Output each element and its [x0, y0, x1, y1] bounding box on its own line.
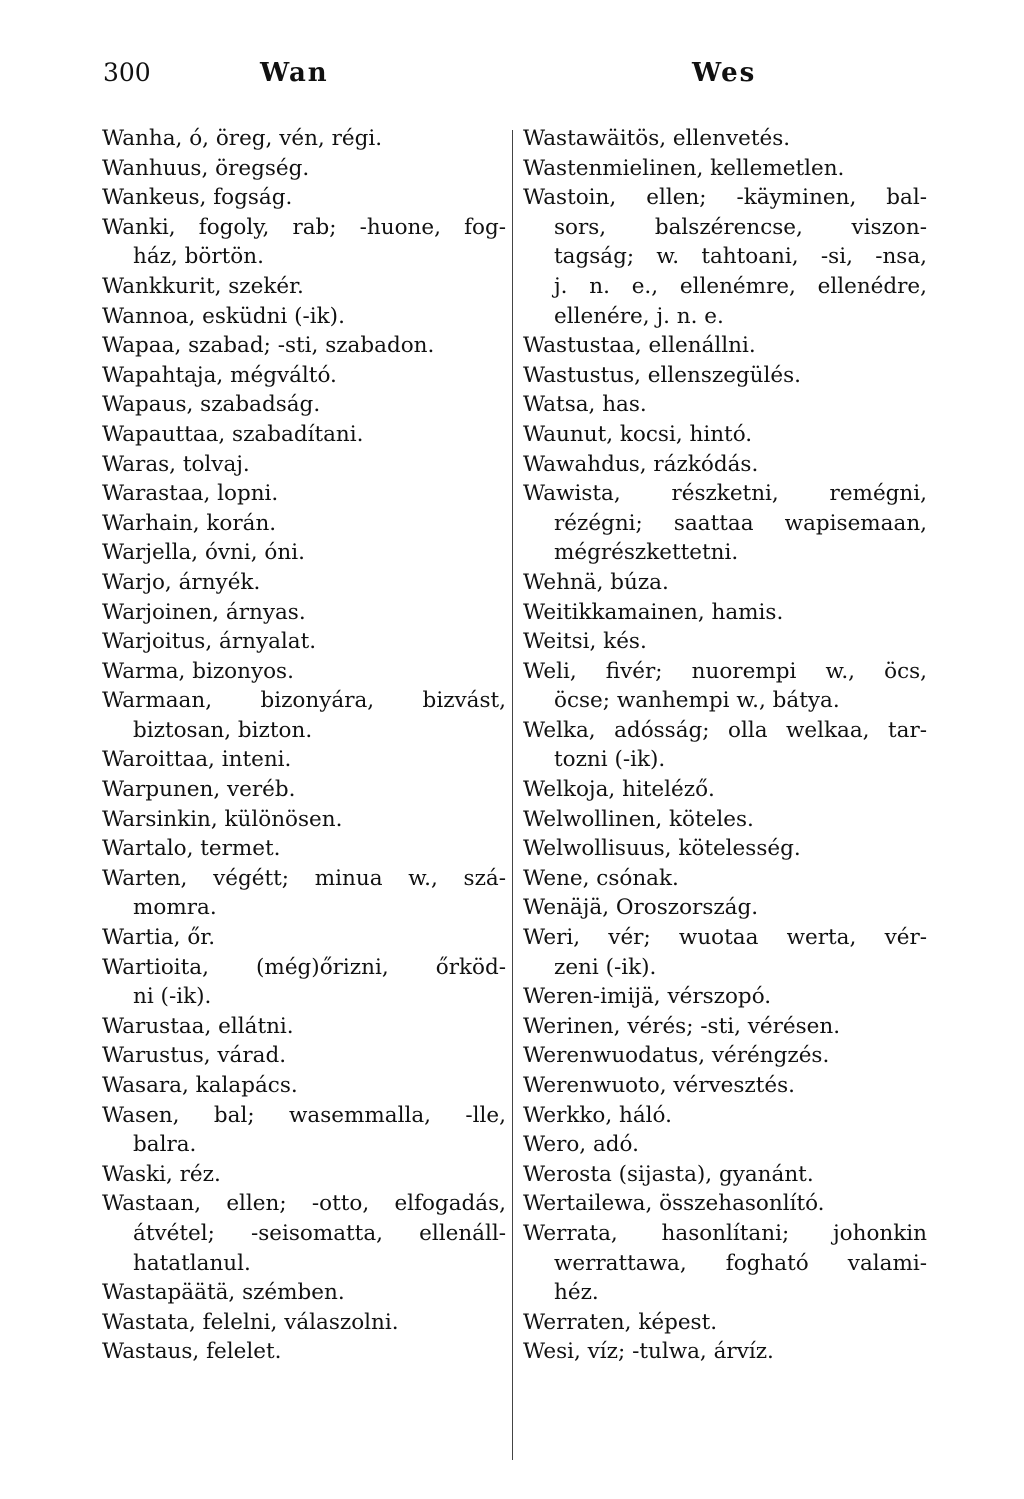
- entry-continuation: zeni (-ik).: [554, 954, 657, 980]
- entry-headline: Warpunen, veréb.: [102, 777, 296, 803]
- entry-headline: Weli, fivér; nuorempi w., öcs,: [523, 658, 927, 684]
- dictionary-entry: [102, 183, 506, 213]
- entry-headline: Wankeus, fogság.: [102, 185, 293, 211]
- dictionary-entry: [523, 1219, 927, 1308]
- dictionary-entry: [523, 331, 927, 361]
- dictionary-entry: [102, 509, 506, 539]
- entry-headline: Wanha, ó, öreg, vén, régi.: [102, 126, 383, 151]
- entry-headline: Wanki, fogoly, rab; -huone, fog-: [102, 214, 506, 240]
- entry-headline: Wastustaa, ellenállni.: [523, 333, 756, 359]
- entry-headline: Warustaa, ellátni.: [102, 1013, 294, 1039]
- entry-headline: Wartalo, termet.: [102, 836, 281, 862]
- entry-headline: Werkko, háló.: [523, 1102, 672, 1128]
- entry-headline: Welwollisuus, kötelesség.: [523, 836, 801, 862]
- entry-continuation: biztosan, bizton.: [133, 717, 313, 743]
- entry-headline: Wastaus, felelet.: [102, 1339, 282, 1365]
- dictionary-entry: [102, 864, 506, 923]
- dictionary-entry: [102, 657, 506, 687]
- entry-continuation: momra.: [133, 895, 217, 921]
- dictionary-entry: [523, 1308, 927, 1338]
- dictionary-entry: [102, 154, 506, 184]
- entry-headline: Wastata, felelni, válaszolni.: [102, 1309, 399, 1335]
- entry-headline: Wenäjä, Oroszország.: [523, 895, 759, 921]
- entry-headline: Wawahdus, rázkódás.: [523, 451, 759, 477]
- dictionary-entry: [102, 1189, 506, 1278]
- entry-headline: Werenwuodatus, véréngzés.: [523, 1043, 830, 1069]
- entry-headline: Welkoja, hiteléző.: [523, 777, 715, 803]
- entry-headline: Wasara, kalapács.: [102, 1073, 298, 1098]
- entry-headline: Wartia, őr.: [102, 925, 216, 951]
- entry-headline: Wapaus, szabadság.: [102, 392, 321, 418]
- entry-headline: Wastoin, ellen; -käyminen, bal-: [523, 185, 927, 211]
- entry-headline: Werrata, hasonlítani; johonkin: [523, 1220, 927, 1246]
- page-number: 300: [103, 58, 151, 87]
- dictionary-entry: [523, 390, 927, 420]
- dictionary-entry: [523, 154, 927, 184]
- entry-headline: Wapahtaja, mégváltó.: [102, 362, 337, 388]
- dictionary-entry: [523, 893, 927, 923]
- dictionary-entry: [523, 982, 927, 1012]
- dictionary-entry: [102, 361, 506, 391]
- entry-headline: Wehnä, búza.: [523, 569, 669, 595]
- dictionary-entry: [102, 745, 506, 775]
- dictionary-entry: [523, 568, 927, 598]
- dictionary-entry: [523, 805, 927, 835]
- entry-headline: Wasen, bal; wasemmalla, -lle,: [102, 1102, 506, 1128]
- dictionary-entry: [102, 420, 506, 450]
- dictionary-entry: [523, 124, 927, 154]
- entry-headline: Wartioita, (még)őrizni, őrköd-: [102, 954, 506, 980]
- entry-headline: Warjoitus, árnyalat.: [102, 629, 317, 655]
- entry-headline: Wastustus, ellenszegülés.: [523, 362, 801, 388]
- entry-headline: Werinen, vérés; -sti, vérésen.: [523, 1013, 841, 1039]
- entry-headline: Wero, adó.: [523, 1132, 639, 1158]
- entry-headline: Warustus, várad.: [102, 1043, 287, 1069]
- entry-headline: Weri, vér; wuotaa werta, vér-: [523, 925, 927, 951]
- dictionary-entry: [102, 272, 506, 302]
- entry-headline: Wastapäätä, szémben.: [102, 1280, 345, 1306]
- entry-headline: Warjo, árnyék.: [102, 569, 261, 595]
- entry-headline: Wawista, részketni, remégni,: [523, 481, 927, 507]
- page-header: [0, 58, 1024, 98]
- entry-continuation: ellenére, j. n. e.: [554, 303, 724, 329]
- dictionary-entry: [102, 479, 506, 509]
- dictionary-entry: [523, 1189, 927, 1219]
- entry-headline: Wapauttaa, szabadítani.: [102, 421, 364, 447]
- dictionary-entry: [523, 716, 927, 775]
- dictionary-entry: [523, 1012, 927, 1042]
- entry-headline: Warjoinen, árnyas.: [102, 599, 306, 625]
- entry-continuation: tagság; w. tahtoani, -si, -nsa,: [554, 244, 927, 270]
- entry-headline: Wanhuus, öregség.: [102, 155, 310, 181]
- entry-headline: Wesi, víz; -tulwa, árvíz.: [523, 1339, 774, 1365]
- entry-continuation: átvétel; -seisomatta, ellenáll-: [133, 1220, 506, 1246]
- dictionary-entry: [523, 361, 927, 391]
- dictionary-entry: [523, 598, 927, 628]
- dictionary-entry: [102, 1308, 506, 1338]
- entry-continuation: ni (-ik).: [133, 984, 212, 1010]
- dictionary-entry: [523, 1071, 927, 1101]
- dictionary-entry: [523, 1101, 927, 1131]
- left-column: [102, 124, 506, 1367]
- dictionary-entry: [102, 124, 506, 154]
- entry-headline: Wankkurit, szekér.: [102, 273, 304, 299]
- entry-headline: Werenwuoto, vérvesztés.: [523, 1073, 795, 1098]
- dictionary-entry: [102, 450, 506, 480]
- entry-continuation: hatatlanul.: [133, 1250, 251, 1276]
- dictionary-entry: [102, 1041, 506, 1071]
- dictionary-entry: [523, 183, 927, 331]
- entry-headline: Waunut, kocsi, hintó.: [523, 421, 753, 447]
- dictionary-entry: [523, 450, 927, 480]
- dictionary-entry: [523, 657, 927, 716]
- entry-continuation: balra.: [133, 1132, 197, 1158]
- right-column: [523, 124, 927, 1367]
- dictionary-entry: [102, 775, 506, 805]
- dictionary-entry: [102, 834, 506, 864]
- entry-continuation: öcse; wanhempi w., bátya.: [554, 688, 840, 714]
- entry-headline: Weitikkamainen, hamis.: [523, 599, 784, 625]
- entry-headline: Welwollinen, köteles.: [523, 806, 754, 832]
- entry-headline: Warhain, korán.: [102, 510, 277, 536]
- entry-headline: Wapaa, szabad; -sti, szabadon.: [102, 333, 435, 359]
- entry-headline: Weren-imijä, vérszopó.: [523, 984, 772, 1010]
- entry-headline: Werosta (sijasta), gyanánt.: [523, 1161, 814, 1187]
- dictionary-entry: [102, 331, 506, 361]
- entry-continuation: ház, börtön.: [133, 244, 264, 270]
- dictionary-entry: [102, 538, 506, 568]
- dictionary-entry: [523, 775, 927, 805]
- dictionary-entry: [523, 420, 927, 450]
- dictionary-entry: [102, 598, 506, 628]
- dictionary-entry: [523, 479, 927, 568]
- entry-headline: Warjella, óvni, óni.: [102, 540, 305, 566]
- dictionary-entry: [523, 923, 927, 982]
- dictionary-entry: [102, 805, 506, 835]
- entry-continuation: werrattawa, fogható valami-: [554, 1250, 927, 1276]
- entry-headline: Wertailewa, összehasonlító.: [523, 1191, 825, 1217]
- entry-continuation: mégrészkettetni.: [554, 540, 739, 566]
- entry-headline: Wastaan, ellen; -otto, elfogadás,: [102, 1191, 506, 1217]
- entry-continuation: sors, balszérencse, viszon-: [554, 214, 927, 240]
- entry-headline: Watsa, has.: [523, 392, 647, 418]
- dictionary-entry: [523, 1337, 927, 1367]
- entry-headline: Werraten, képest.: [523, 1309, 718, 1335]
- entry-headline: Weitsi, kés.: [523, 629, 647, 655]
- dictionary-entry: [523, 864, 927, 894]
- entry-headline: Wene, csónak.: [523, 865, 679, 891]
- dictionary-entry: [102, 1337, 506, 1367]
- entry-continuation: héz.: [554, 1280, 599, 1306]
- dictionary-entry: [102, 627, 506, 657]
- entry-continuation: tozni (-ik).: [554, 747, 666, 773]
- dictionary-entry: [523, 1041, 927, 1071]
- dictionary-entry: [523, 1130, 927, 1160]
- guide-word-right: Wes: [692, 58, 757, 88]
- dictionary-entry: [102, 568, 506, 598]
- entry-headline: Wastawäitös, ellenvetés.: [523, 126, 791, 151]
- dictionary-entry: [102, 1012, 506, 1042]
- dictionary-entry: [102, 1160, 506, 1190]
- column-divider: [512, 130, 513, 1460]
- entry-continuation: rézégni; saattaa wapisemaan,: [554, 510, 927, 536]
- dictionary-entry: [523, 1160, 927, 1190]
- dictionary-entry: [102, 953, 506, 1012]
- dictionary-entry: [102, 1101, 506, 1160]
- entry-continuation: j. n. e., ellenémre, ellenédre,: [554, 273, 927, 299]
- dictionary-entry: [102, 1071, 506, 1101]
- entry-headline: Waras, tolvaj.: [102, 451, 250, 477]
- entry-headline: Waski, réz.: [102, 1161, 221, 1187]
- entry-headline: Wastenmielinen, kellemetlen.: [523, 155, 845, 181]
- entry-headline: Warsinkin, különösen.: [102, 806, 343, 832]
- dictionary-entry: [523, 627, 927, 657]
- entry-headline: Warmaan, bizonyára, bizvást,: [102, 688, 506, 714]
- dictionary-entry: [102, 923, 506, 953]
- entry-headline: Warastaa, lopni.: [102, 481, 279, 507]
- dictionary-entry: [102, 390, 506, 420]
- dictionary-entry: [102, 1278, 506, 1308]
- dictionary-entry: [102, 686, 506, 745]
- guide-word-left: Wan: [260, 58, 329, 88]
- entry-headline: Waroittaa, inteni.: [102, 747, 292, 773]
- dictionary-entry: [102, 302, 506, 332]
- dictionary-entry: [102, 213, 506, 272]
- entry-headline: Wannoa, esküdni (-ik).: [102, 303, 345, 329]
- entry-headline: Warten, végétt; minua w., szá-: [102, 865, 506, 891]
- entry-headline: Welka, adósság; olla welkaa, tar-: [523, 717, 927, 743]
- entry-headline: Warma, bizonyos.: [102, 658, 294, 684]
- dictionary-entry: [523, 834, 927, 864]
